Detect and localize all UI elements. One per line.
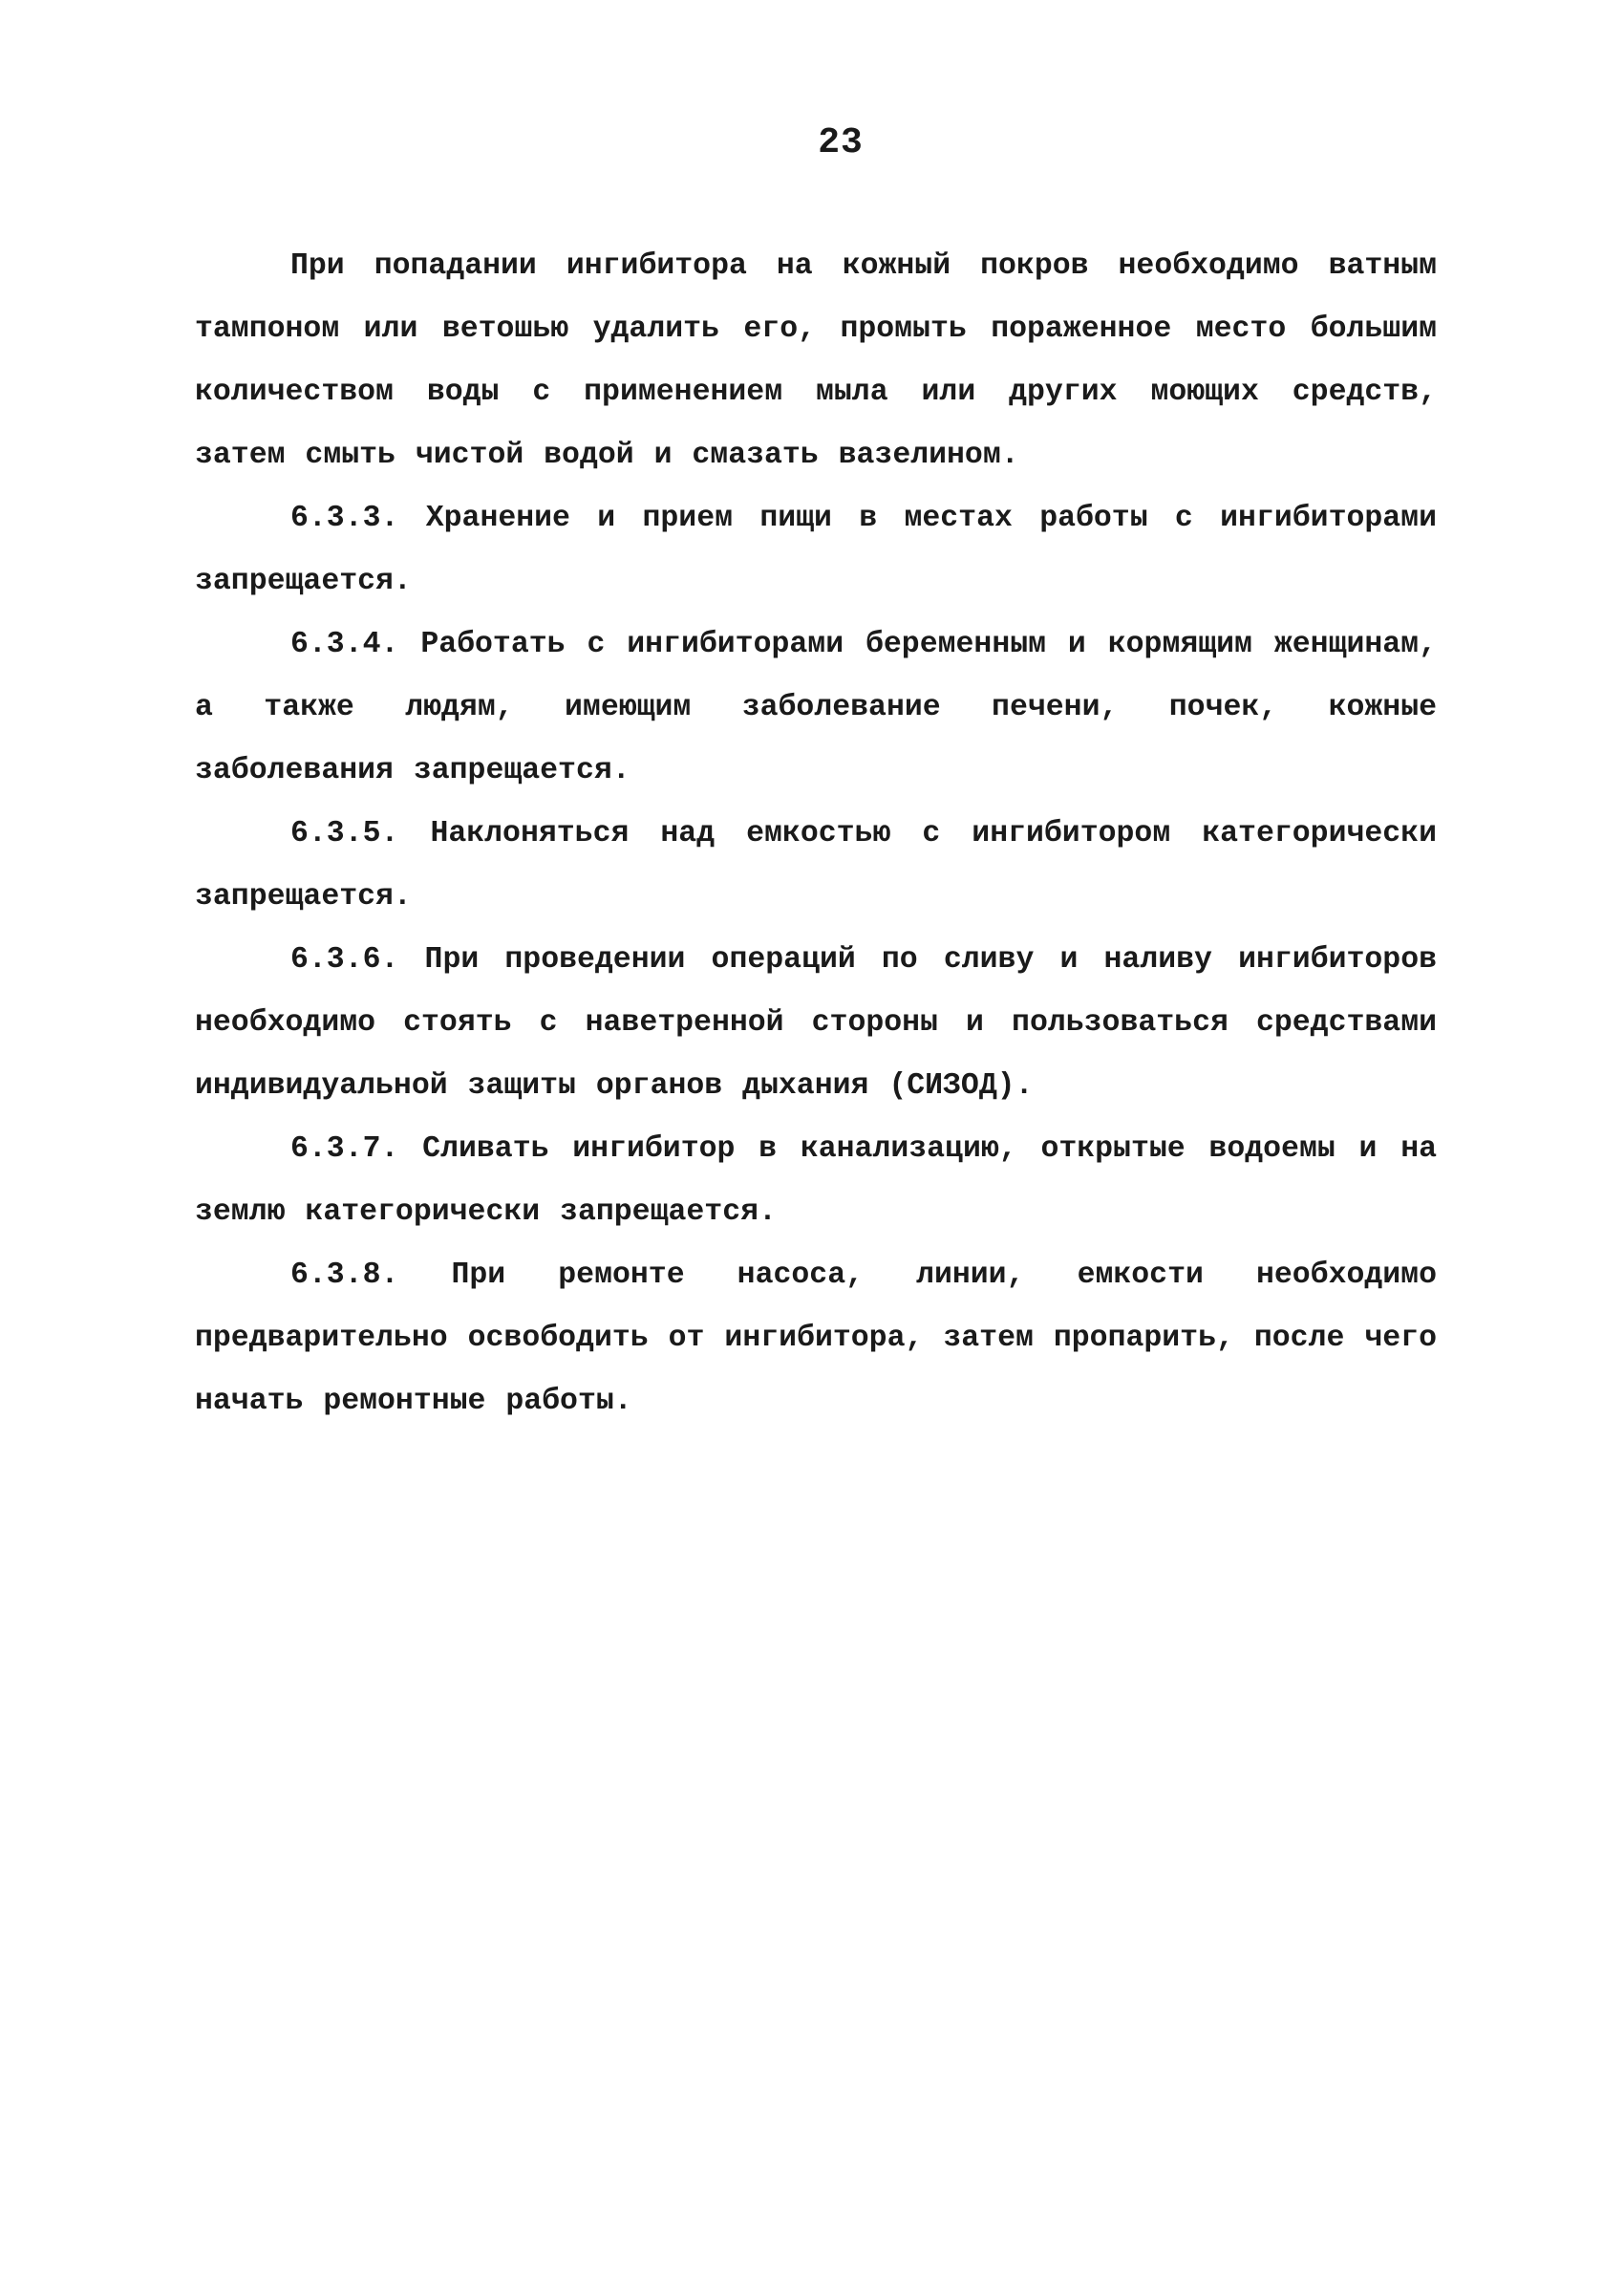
document-body	[195, 235, 1437, 1433]
paragraph-6-3-8: 6.3.8. При ремонте насоса, линии, емкости необходимо предварительно освободить от ингибитора, затем пропарить, после чего начать ремонтные работы.	[195, 1258, 1437, 1418]
paragraph-intro: При попадании ингибитора на кожный покров необходимо ватным тампоном или ветошью удалить его, промыть пораженное место большим количеством воды с применением мыла или других моющих средств, затем смыть чистой водой и смазать вазелином.	[195, 249, 1437, 472]
paragraph-6-3-3: 6.3.3. Хранение и прием пищи в местах работы с ингибиторами запрещается.	[195, 502, 1437, 598]
paragraph-6-3-4: 6.3.4. Работать с ингибиторами беременным и кормящим женщинам, а также людям, имеющим заболевание печени, почек, кожные заболевания запрещается.	[195, 628, 1437, 787]
paragraph-6-3-6: 6.3.6. При проведении операций по сливу и наливу ингибиторов необходимо стоять с наветренной стороны и пользоваться средствами индивидуальной защиты органов дыхания (СИЗОД).	[195, 943, 1437, 1103]
paragraph-6-3-7: 6.3.7. Сливать ингибитор в канализацию, открытые водоемы и на землю категорически запрещается.	[195, 1132, 1437, 1229]
page-number: 23	[818, 122, 864, 163]
paragraph-6-3-5: 6.3.5. Наклоняться над емкостью с ингибитором категорически запрещается.	[195, 817, 1437, 914]
